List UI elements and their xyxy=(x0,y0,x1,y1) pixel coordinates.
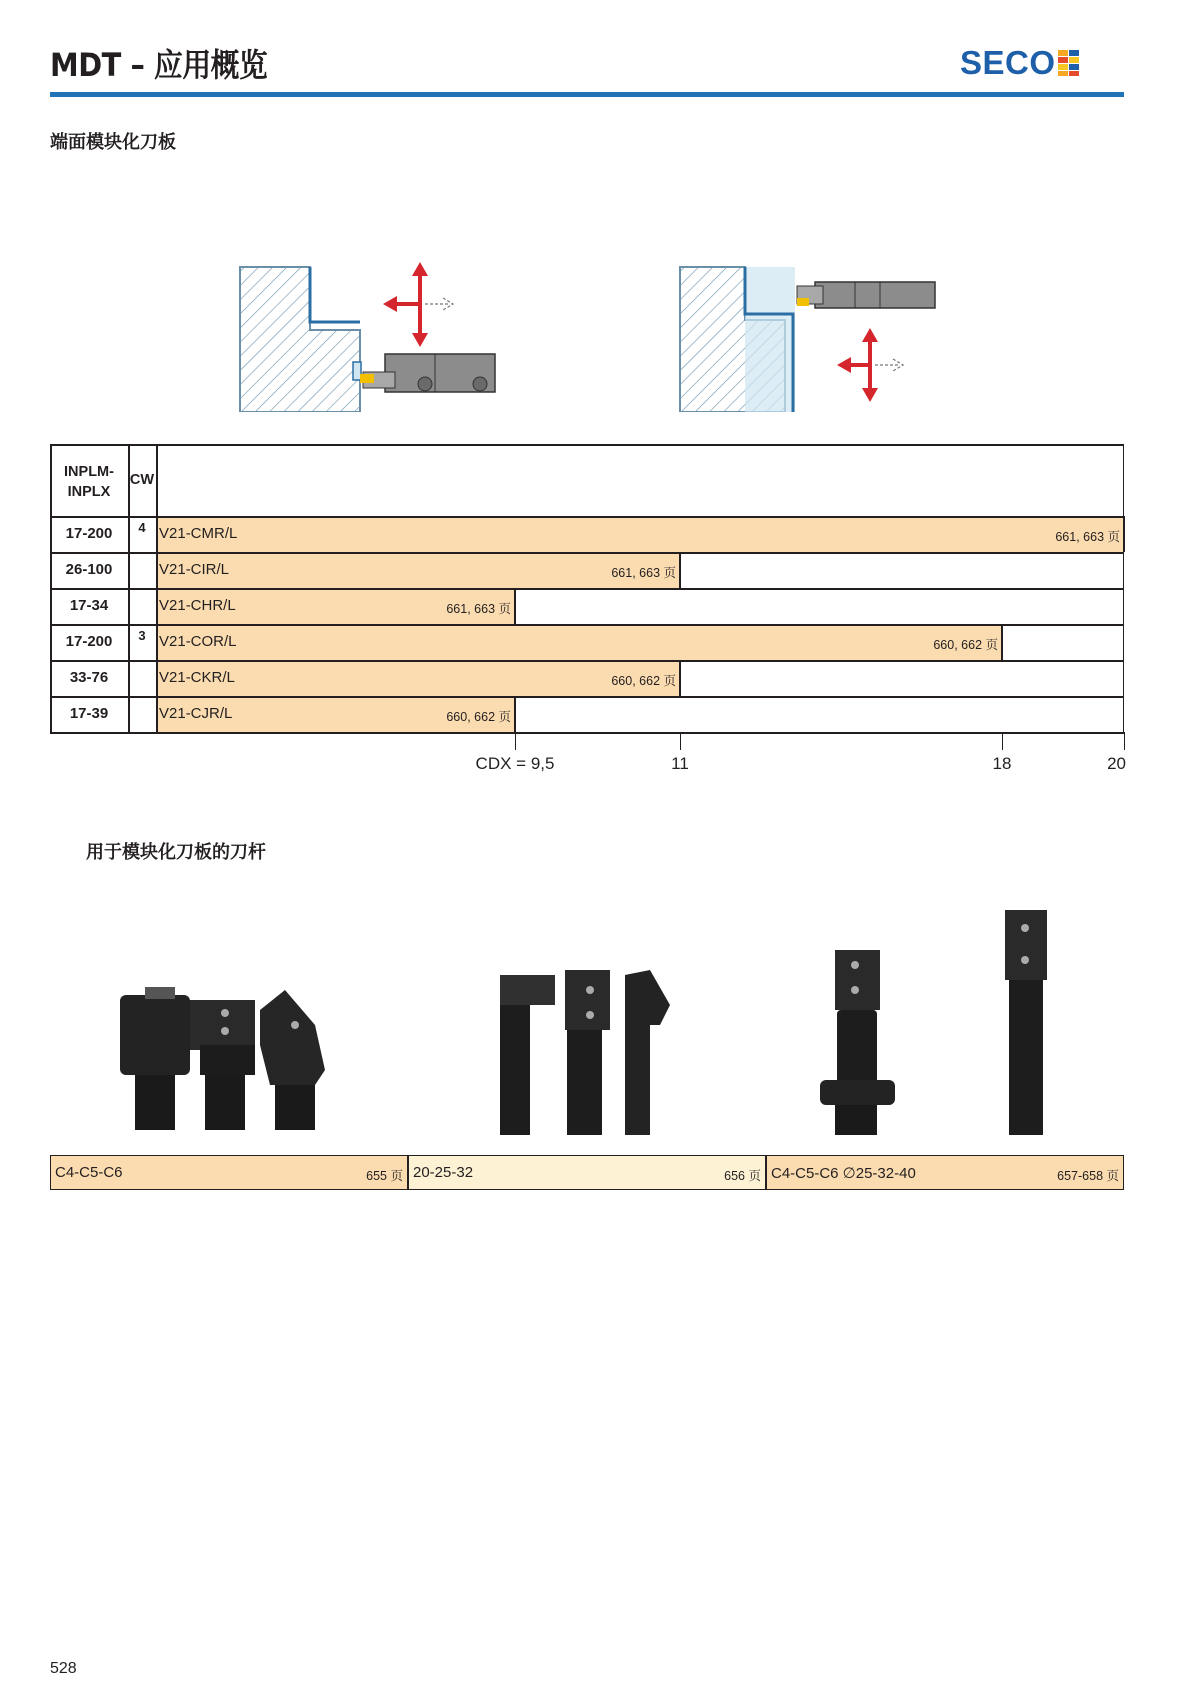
row-cw: 3 xyxy=(138,628,146,643)
axis-tick xyxy=(1124,732,1126,750)
row-range: 33-76 xyxy=(69,669,109,686)
axis-label: 20 xyxy=(1107,754,1126,773)
face-grooving-external-diagram xyxy=(235,262,505,412)
row-part-number: V21-CKR/L xyxy=(159,669,235,686)
holder-bar xyxy=(766,1155,1124,1190)
axis-tick xyxy=(515,732,517,750)
header-rule xyxy=(50,92,1124,97)
row-range: 17-200 xyxy=(65,525,113,542)
cdx-bar-end xyxy=(679,660,681,696)
square-shank-holders-image xyxy=(495,965,695,1135)
cdx-bar-end xyxy=(1001,624,1003,660)
seco-logo xyxy=(960,44,1080,82)
col-divider xyxy=(156,444,158,732)
row-page-ref: 660, 662 页 xyxy=(611,674,676,688)
col-divider xyxy=(128,444,130,732)
row-divider xyxy=(50,624,1124,626)
section-heading-holders: 用于模块化刀板的刀杆 xyxy=(86,842,266,863)
cdx-bar-end xyxy=(514,696,516,732)
row-divider xyxy=(50,516,1124,518)
axis-label: 18 xyxy=(992,754,1012,773)
seco-logo-mark-icon xyxy=(1058,50,1080,76)
col-header-cw: CW xyxy=(129,472,155,488)
holder-page-ref: 656 页 xyxy=(724,1169,761,1183)
row-page-ref: 661, 663 页 xyxy=(611,566,676,580)
boring-bar-holders-image xyxy=(815,910,1055,1135)
holder-label: 20-25-32 xyxy=(413,1164,474,1181)
col-header-inplm: INPLM- INPLX xyxy=(64,464,114,500)
holder-bar xyxy=(50,1155,408,1190)
cdx-bar-end xyxy=(679,552,681,588)
axis-label: CDX = 9,5 xyxy=(475,754,555,773)
row-range: 17-39 xyxy=(69,705,109,722)
page-title: MDT – 应用概览 xyxy=(50,46,268,84)
table-right-border xyxy=(1123,444,1125,732)
row-part-number: V21-CMR/L xyxy=(159,525,238,542)
insert-selection-table xyxy=(50,444,1124,784)
row-divider xyxy=(50,660,1124,662)
row-range: 26-100 xyxy=(65,561,113,578)
table-top-border xyxy=(50,444,1124,446)
row-page-ref: 661, 663 页 xyxy=(446,602,511,616)
row-page-ref: 660, 662 页 xyxy=(446,710,511,724)
holder-bar xyxy=(408,1155,766,1190)
section-heading-face-modules: 端面模块化刀板 xyxy=(50,132,176,153)
axis-tick xyxy=(1002,732,1004,750)
table-left-border xyxy=(50,444,52,732)
row-divider xyxy=(50,588,1124,590)
row-part-number: V21-CJR/L xyxy=(159,705,233,722)
row-divider xyxy=(50,552,1124,554)
row-part-number: V21-CHR/L xyxy=(159,597,236,614)
page-number: 528 xyxy=(50,1660,77,1677)
face-grooving-internal-diagram xyxy=(675,262,945,412)
holder-page-ref: 655 页 xyxy=(366,1169,403,1183)
axis-tick xyxy=(680,732,682,750)
row-cw: 4 xyxy=(138,520,146,535)
row-range: 17-34 xyxy=(69,597,109,614)
row-range: 17-200 xyxy=(65,633,113,650)
cdx-bar-end xyxy=(514,588,516,624)
holder-label: C4-C5-C6 xyxy=(55,1164,123,1181)
c-coupling-holders-image xyxy=(110,985,360,1135)
holder-page-ref: 657-658 页 xyxy=(1057,1169,1119,1183)
row-divider xyxy=(50,696,1124,698)
table-bottom-border xyxy=(50,732,1124,734)
row-page-ref: 661, 663 页 xyxy=(1055,530,1120,544)
row-part-number: V21-CIR/L xyxy=(159,561,230,578)
row-page-ref: 660, 662 页 xyxy=(933,638,998,652)
logo-text: SECO xyxy=(960,44,1056,81)
holder-label: C4-C5-C6 ∅25-32-40 xyxy=(771,1165,916,1182)
row-part-number: V21-COR/L xyxy=(159,633,237,650)
axis-label: 11 xyxy=(671,754,689,773)
